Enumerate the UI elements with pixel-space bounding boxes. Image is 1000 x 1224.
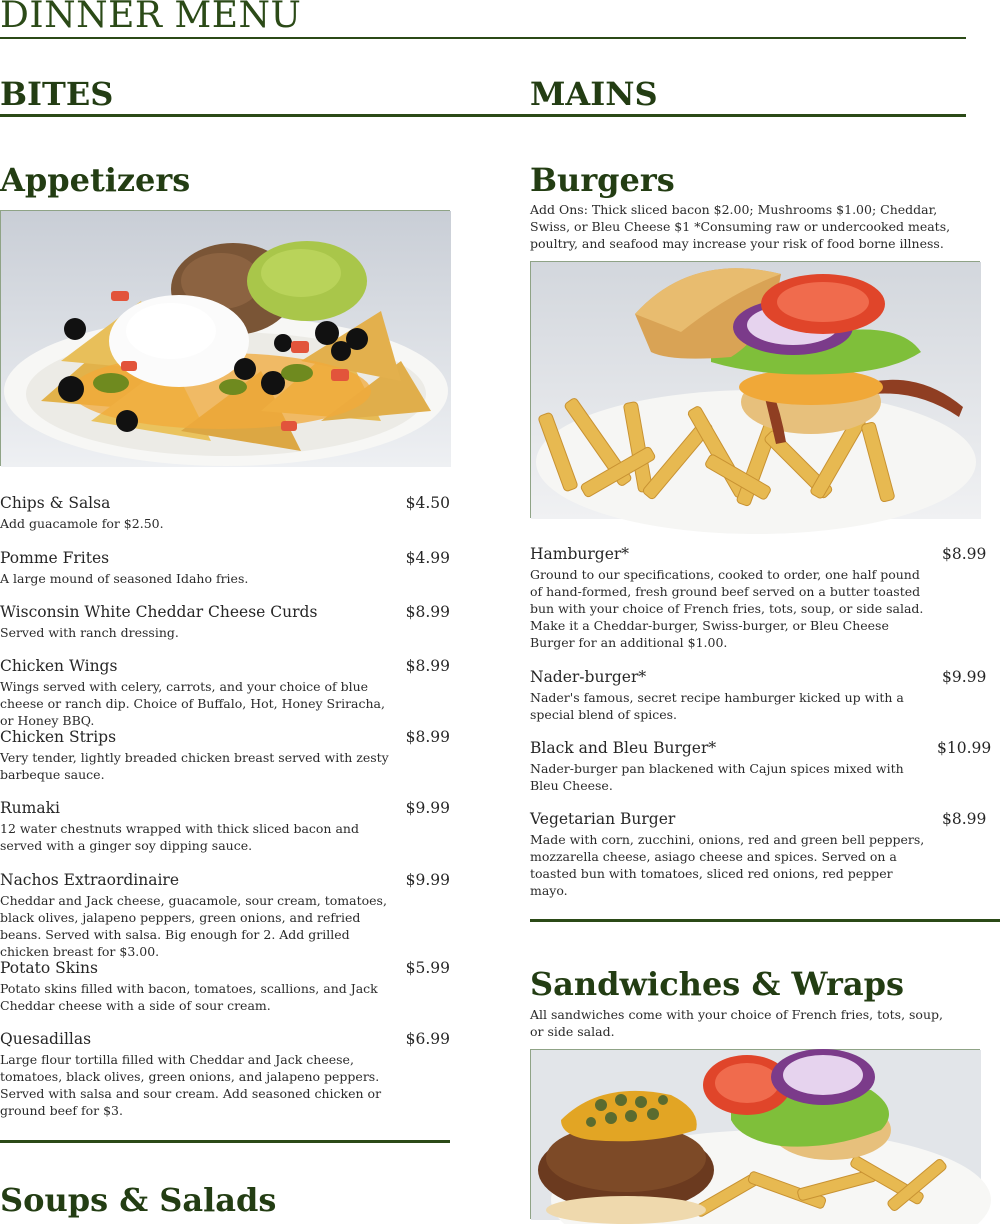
item-name: Vegetarian Burger <box>530 810 676 828</box>
item-description: Add guacamole for $2.50. <box>0 516 164 531</box>
item-description: Potato skins filled with bacon, tomatoes, scallions, and Jack Cheddar cheese with a side of sour cream. <box>0 981 378 1013</box>
item-name: Hamburger* <box>530 545 630 563</box>
item-price: $6.99 <box>405 1030 450 1048</box>
sandwiches-note: All sandwiches come with your choice of French fries, tots, soup, or side salad. <box>530 1007 943 1039</box>
burger-illustration <box>531 262 981 519</box>
appetizers-heading: Appetizers <box>0 161 191 199</box>
item-description: Nader-burger pan blackened with Cajun spices mixed with Bleu Cheese. <box>530 761 904 793</box>
item-description: Nader's famous, secret recipe hamburger kicked up with a special blend of spices. <box>530 690 904 722</box>
nachos-illustration <box>1 211 451 467</box>
item-price: $5.99 <box>405 959 450 977</box>
item-price: $8.99 <box>942 810 987 828</box>
item-description: 12 water chestnuts wrapped with thick sliced bacon and served with a ginger soy dipping sauce. <box>0 821 359 853</box>
item-description: A large mound of seasoned Idaho fries. <box>0 571 249 586</box>
item-price: $8.99 <box>942 545 987 563</box>
soups-salads-heading: Soups & Salads <box>0 1181 277 1219</box>
item-price: $8.99 <box>405 728 450 746</box>
block-divider <box>0 1140 450 1143</box>
item-price: $4.50 <box>405 494 450 512</box>
page-title: DINNER MENU <box>0 0 302 36</box>
item-description: Cheddar and Jack cheese, guacamole, sour cream, tomatoes, black olives, jalapeno peppers, green onions, and refried beans. Served with salsa. Big enough for 2. Add grilled chicken breast for $3.00. <box>0 893 387 959</box>
nachos-photo <box>0 210 450 466</box>
burgers-heading: Burgers <box>530 161 675 199</box>
item-name: Rumaki <box>0 799 60 817</box>
item-name: Pomme Frites <box>0 549 110 567</box>
item-name: Potato Skins <box>0 959 98 977</box>
sandwiches-heading: Sandwiches & Wraps <box>530 965 904 1003</box>
section-divider-right <box>530 114 966 117</box>
item-name: Quesadillas <box>0 1030 92 1048</box>
item-price: $4.99 <box>405 549 450 567</box>
mains-column <box>530 0 992 1207</box>
item-price: $9.99 <box>405 871 450 889</box>
sandwich-illustration <box>531 1050 981 1220</box>
mains-heading: MAINS <box>530 75 658 113</box>
item-price: $10.99 <box>937 739 992 757</box>
item-price: $8.99 <box>405 603 450 621</box>
item-description: Wings served with celery, carrots, and your choice of blue cheese or ranch dip. Choice of Buffalo, Hot, Honey Sriracha, or Honey BBQ. <box>0 679 385 728</box>
block-divider <box>530 919 1000 922</box>
item-name: Nachos Extraordinaire <box>0 871 179 889</box>
item-description: Large flour tortilla filled with Cheddar and Jack cheese, tomatoes, black olives, green onions, and jalapeno peppers. Served with salsa and sour cream. Add seasoned chicken or ground beef for $3. <box>0 1052 382 1118</box>
burger-photo <box>530 261 980 518</box>
item-description: Ground to our specifications, cooked to order, one half pound of hand-formed, fresh ground beef served on a butter toasted bun with your choice of French fries, tots, soup, or side salad. Make it a Cheddar-burger, Swiss-burger, or Bleu Cheese Burger for an additional $1.00. <box>530 567 924 650</box>
item-description: Served with ranch dressing. <box>0 625 179 640</box>
item-name: Chicken Wings <box>0 657 118 675</box>
item-description: Very tender, lightly breaded chicken breast served with zesty barbeque sauce. <box>0 750 389 782</box>
item-name: Black and Bleu Burger* <box>530 739 717 757</box>
item-name: Chips & Salsa <box>0 494 111 512</box>
item-name: Chicken Strips <box>0 728 117 746</box>
item-description: Made with corn, zucchini, onions, red and green bell peppers, mozzarella cheese, asiago cheese and spices. Served on a toasted bun with tomatoes, sliced red onions, red pepper mayo. <box>530 832 925 898</box>
item-price: $9.99 <box>405 799 450 817</box>
burgers-note: Add Ons: Thick sliced bacon $2.00; Mushrooms $1.00; Cheddar, Swiss, or Bleu Cheese $1 *Consuming raw or undercooked meats, poultry, and seafood may increase your risk of food borne illness. <box>530 202 951 251</box>
item-price: $8.99 <box>405 657 450 675</box>
item-name: Wisconsin White Cheddar Cheese Curds <box>0 603 318 621</box>
bites-heading: BITES <box>0 75 114 113</box>
item-price: $9.99 <box>942 668 987 686</box>
item-name: Nader-burger* <box>530 668 647 686</box>
sandwich-photo <box>530 1049 980 1219</box>
